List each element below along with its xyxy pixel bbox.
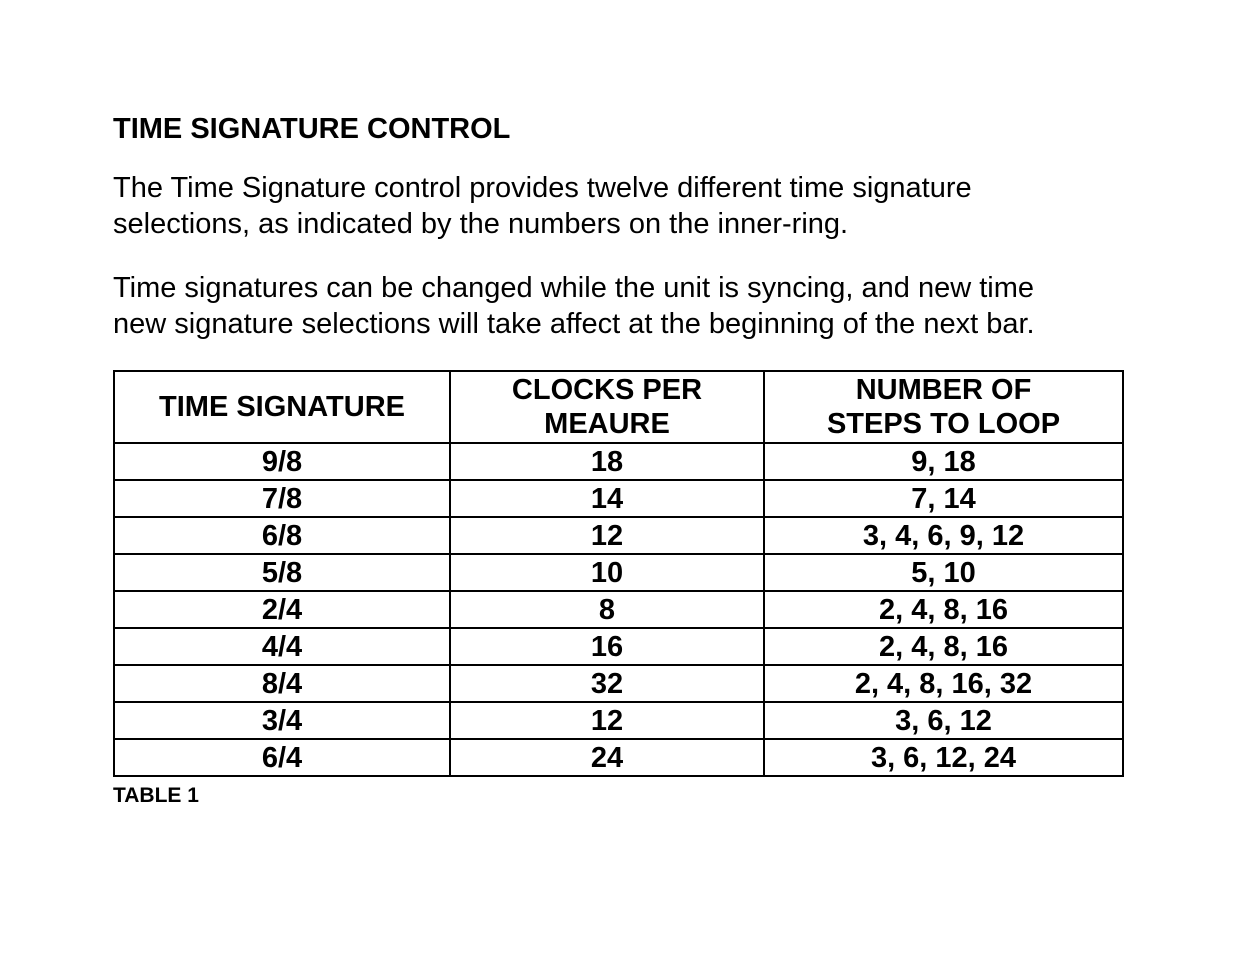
cell-time-signature: 4/4 bbox=[114, 628, 450, 665]
cell-time-signature: 9/8 bbox=[114, 443, 450, 480]
cell-steps: 2, 4, 8, 16 bbox=[764, 591, 1123, 628]
cell-steps: 3, 6, 12, 24 bbox=[764, 739, 1123, 776]
header-clocks-per-measure bbox=[450, 371, 764, 443]
table-row bbox=[114, 443, 1123, 480]
cell-time-signature: 3/4 bbox=[114, 702, 450, 739]
cell-clocks: 8 bbox=[450, 591, 764, 628]
table-row bbox=[114, 665, 1123, 702]
cell-time-signature: 6/8 bbox=[114, 517, 450, 554]
table-header-row bbox=[114, 371, 1123, 443]
table-row bbox=[114, 739, 1123, 776]
cell-steps: 3, 6, 12 bbox=[764, 702, 1123, 739]
header-line: TIME SIGNATURE bbox=[159, 391, 405, 423]
cell-time-signature: 5/8 bbox=[114, 554, 450, 591]
cell-steps: 3, 4, 6, 9, 12 bbox=[764, 517, 1123, 554]
cell-clocks: 24 bbox=[450, 739, 764, 776]
cell-time-signature: 2/4 bbox=[114, 591, 450, 628]
paragraph-line: The Time Signature control provides twelve different time signature bbox=[113, 172, 972, 204]
cell-clocks: 10 bbox=[450, 554, 764, 591]
paragraph-line: selections, as indicated by the numbers on the inner-ring. bbox=[113, 208, 849, 240]
cell-steps: 2, 4, 8, 16 bbox=[764, 628, 1123, 665]
header-time-signature bbox=[114, 371, 450, 443]
time-signature-table bbox=[113, 370, 1124, 777]
table-caption: TABLE 1 bbox=[113, 784, 199, 807]
cell-clocks: 12 bbox=[450, 702, 764, 739]
header-line: CLOCKS PER bbox=[511, 374, 703, 406]
table-row bbox=[114, 554, 1123, 591]
cell-time-signature: 7/8 bbox=[114, 480, 450, 517]
intro-paragraph bbox=[113, 170, 972, 242]
cell-clocks: 18 bbox=[450, 443, 764, 480]
table-row bbox=[114, 517, 1123, 554]
cell-clocks: 14 bbox=[450, 480, 764, 517]
cell-steps: 2, 4, 8, 16, 32 bbox=[764, 665, 1123, 702]
cell-clocks: 12 bbox=[450, 517, 764, 554]
paragraph-line: new signature selections will take affect at the beginning of the next bar. bbox=[113, 308, 1035, 340]
paragraph-line: Time signatures can be changed while the unit is syncing, and new time bbox=[113, 272, 1034, 304]
header-line: MEAURE bbox=[544, 408, 670, 440]
table-row bbox=[114, 591, 1123, 628]
header-line: NUMBER OF bbox=[855, 374, 1032, 406]
header-steps-to-loop bbox=[764, 371, 1123, 443]
cell-clocks: 16 bbox=[450, 628, 764, 665]
section-heading: TIME SIGNATURE CONTROL bbox=[113, 113, 511, 145]
table-row bbox=[114, 702, 1123, 739]
cell-steps: 5, 10 bbox=[764, 554, 1123, 591]
cell-steps: 9, 18 bbox=[764, 443, 1123, 480]
cell-time-signature: 6/4 bbox=[114, 739, 450, 776]
cell-clocks: 32 bbox=[450, 665, 764, 702]
sync-paragraph bbox=[113, 270, 1035, 342]
table-row bbox=[114, 628, 1123, 665]
cell-time-signature: 8/4 bbox=[114, 665, 450, 702]
cell-steps: 7, 14 bbox=[764, 480, 1123, 517]
header-line: STEPS TO LOOP bbox=[826, 408, 1061, 440]
table-row bbox=[114, 480, 1123, 517]
